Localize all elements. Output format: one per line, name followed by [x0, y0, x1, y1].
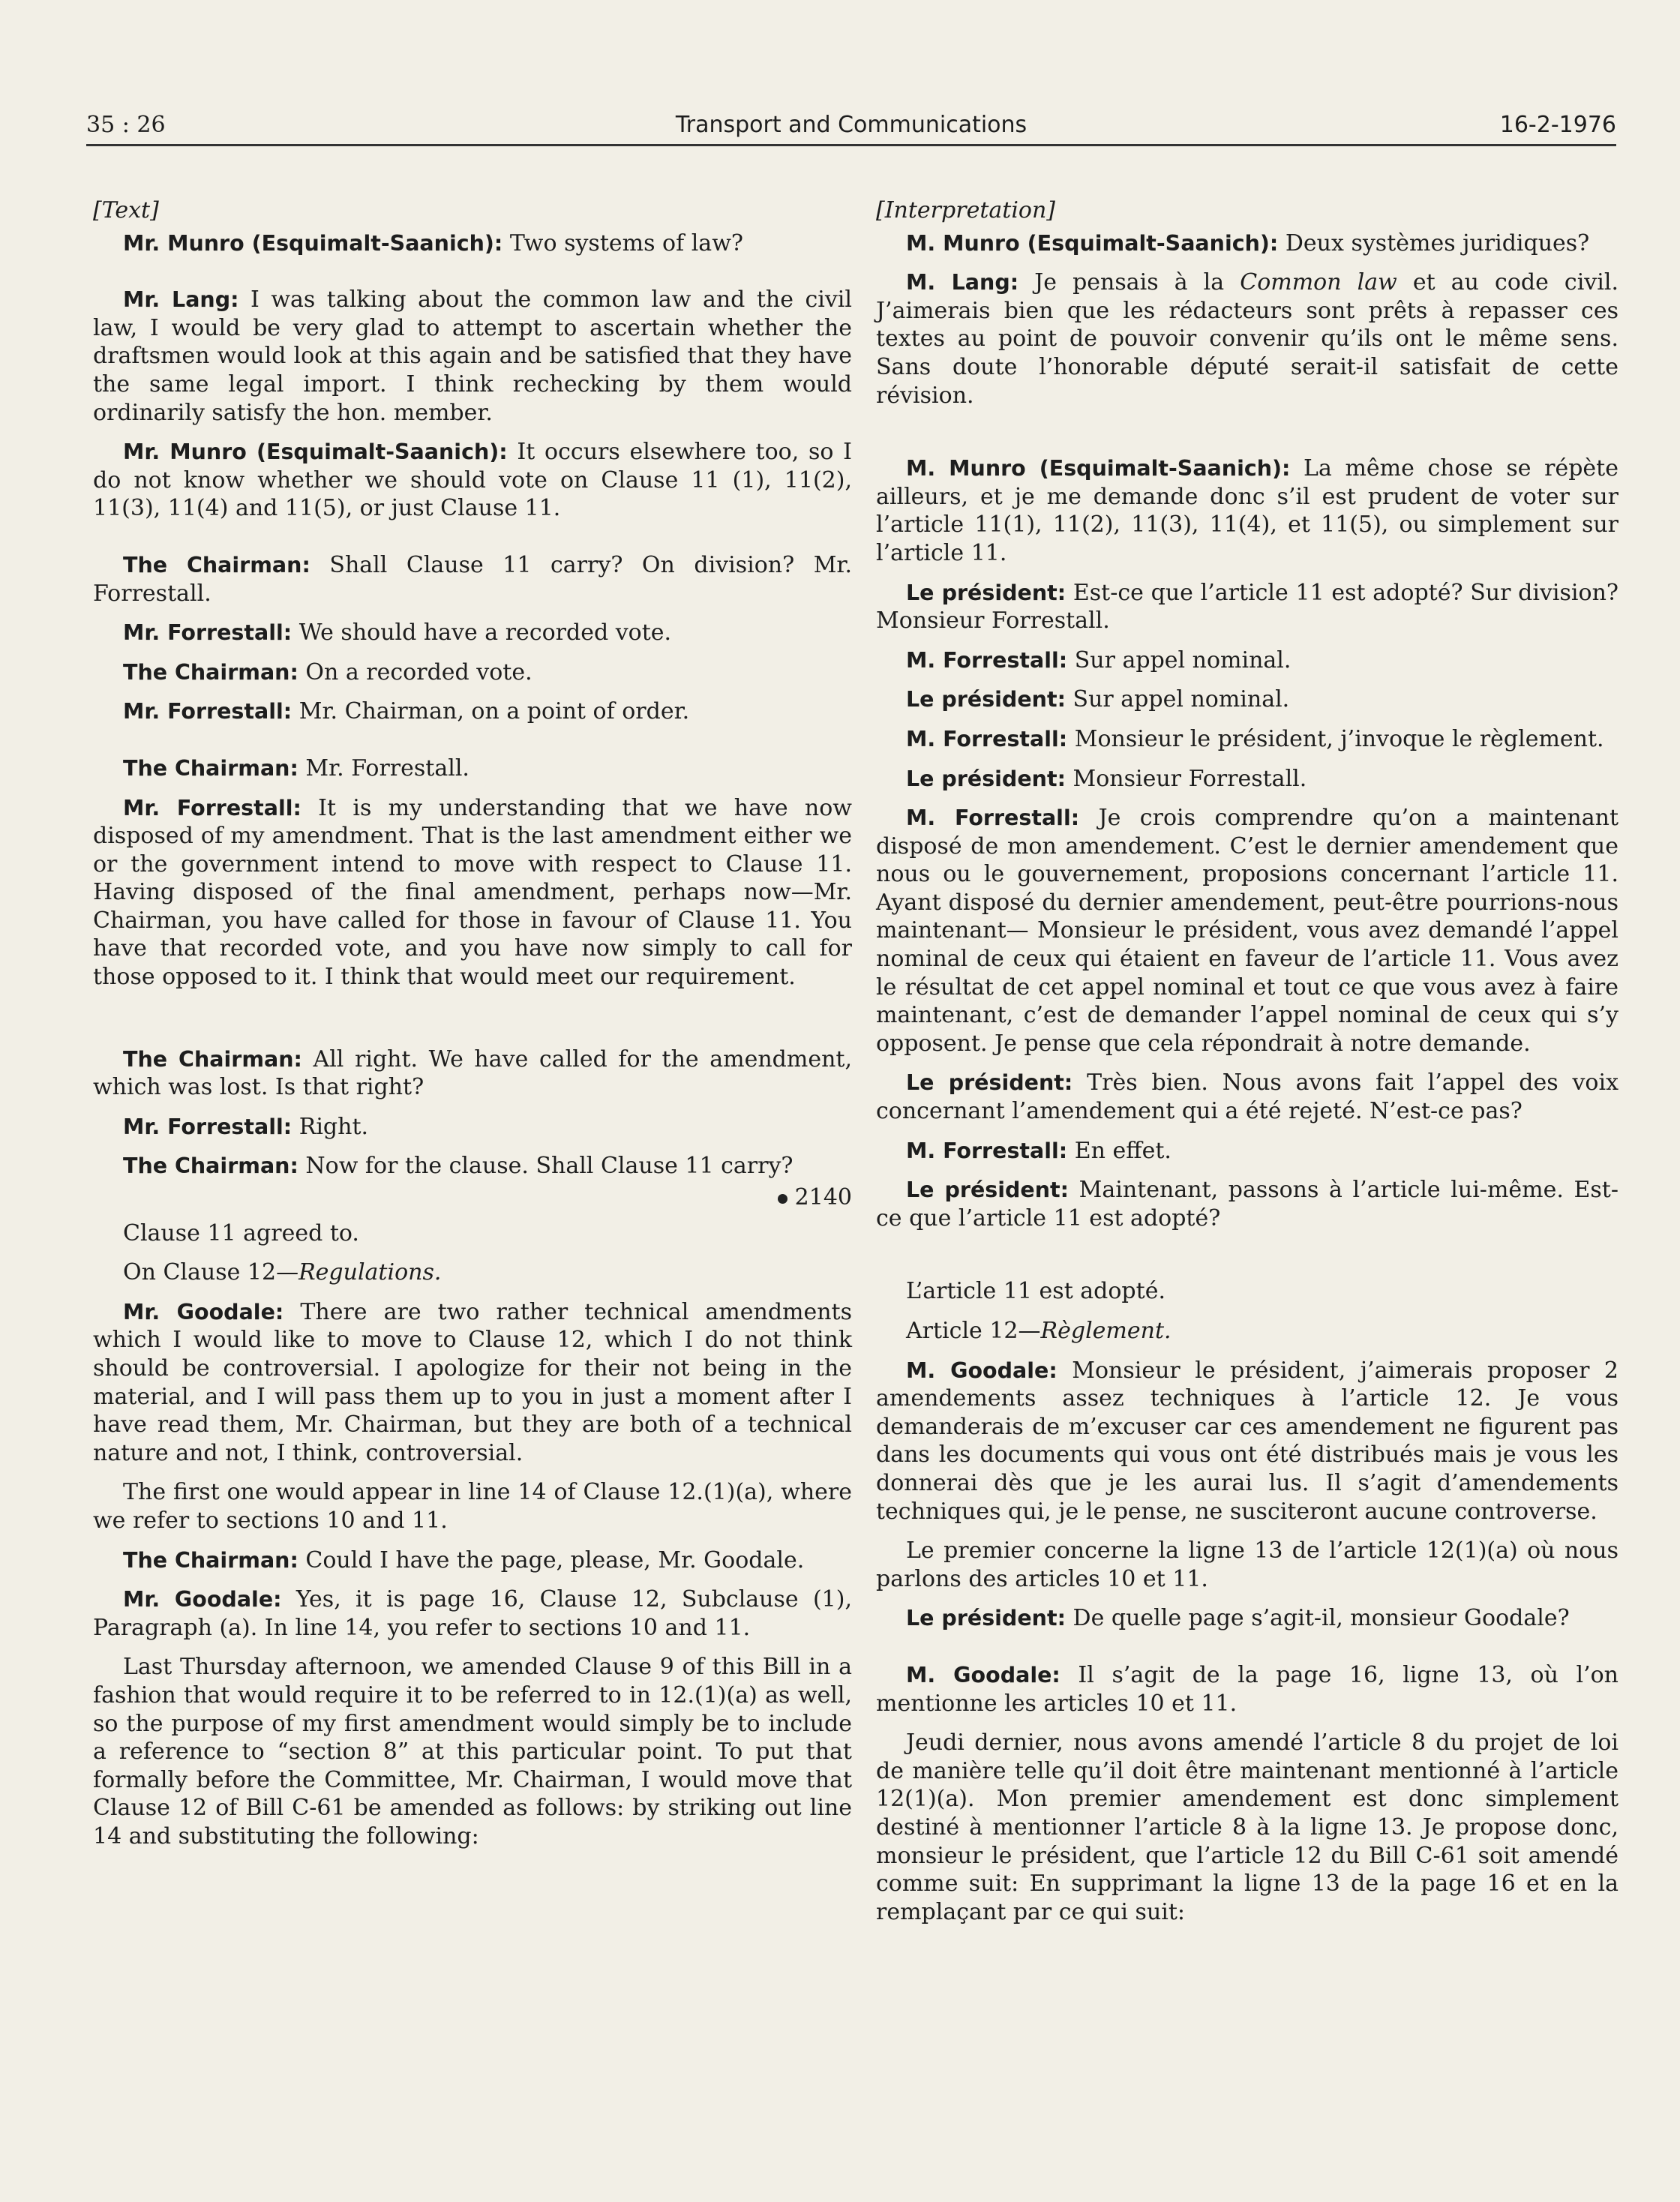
speaker-name: M. Munro (Esquimalt-Saanich):: [906, 456, 1291, 482]
clause-heading: On Clause 12—: [123, 1259, 299, 1286]
speech-text: Now for the clause. Shall Clause 11 carry?: [298, 1153, 794, 1180]
column-label: [Text]: [93, 197, 159, 224]
speaker-name: Mr. Goodale:: [123, 1587, 282, 1612]
speech-text: De quelle page s’agit-il, monsieur Goodale?: [1065, 1605, 1570, 1632]
paragraph: [93, 658, 852, 687]
speech-text: La même chose se répète ailleurs, et je me demande donc s’il est prudent de voter sur l’article 11(1), 11(2), 11(3), 11(4), et 11(5), ou simplement sur l’article 11.: [876, 455, 1618, 566]
speaker-name: The Chairman:: [123, 755, 298, 781]
paragraph: [876, 804, 1618, 1058]
paragraph: [876, 579, 1618, 635]
speaker-name: Le président:: [906, 1070, 1073, 1096]
paragraph: [876, 686, 1618, 714]
speech-text: We should have a recorded vote.: [292, 620, 672, 646]
paragraph: Clause 11 agreed to.: [123, 1220, 359, 1246]
speech-text: Mr. Chairman, on a point of order.: [292, 698, 690, 725]
speaker-name: Le président:: [906, 766, 1066, 791]
clause-heading-title: Regulations.: [298, 1259, 442, 1286]
paragraph: [876, 1604, 1618, 1633]
paragraph: Last Thursday afternoon, we amended Clause 9 of this Bill in a fashion that would require it to be referred to in 12.(1)(a) as well, so the purpose of my first amendment would simply be to include a reference to “section 8” at this particular point. To put that formally before the Committee, Mr. Chairman, I would move that Clause 12 of Bill C-61 be amended as follows: by striking out line 14 and substituting the following:: [93, 1654, 852, 1850]
speaker-name: M. Forrestall:: [906, 1138, 1068, 1163]
paragraph: [93, 1586, 852, 1642]
speaker-name: The Chairman:: [123, 1154, 298, 1179]
paragraph: [93, 1298, 852, 1468]
speech-text: Monsieur le président, j’aimerais proposer 2 amendements assez techniques à l’article 12. Je vous demanderais de m’excuser car ces amendement ne figurent pas dans les documents qui vous ont été distribués mais je vous les donnerai dès que je les aurai lus. Il s’agit d’amendements techniques qui, je le pense, ne susciteront aucune controverse.: [876, 1357, 1618, 1525]
paragraph: [876, 1176, 1618, 1232]
speaker-name: M. Forrestall:: [906, 647, 1068, 673]
page-number: 35 : 26: [86, 112, 166, 138]
paragraph: [93, 1258, 852, 1287]
page-header: [86, 105, 1616, 146]
speaker-name: M. Forrestall:: [906, 726, 1068, 752]
speech-text: Shall Clause 11 carry? On division? Mr. Forrestall.: [93, 551, 852, 607]
paragraph: [876, 765, 1618, 794]
paragraph: [876, 1357, 1618, 1526]
speaker-name: Mr. Forrestall:: [123, 1114, 292, 1139]
paragraph: [93, 438, 852, 523]
paragraph: [93, 619, 852, 647]
paragraph: [876, 725, 1618, 754]
speaker-name: Mr. Lang:: [123, 287, 239, 313]
french-column: [876, 196, 1618, 1937]
speaker-name: Le président:: [906, 1606, 1066, 1631]
english-column: [93, 196, 852, 1862]
paragraph: Le premier concerne la ligne 13 de l’article 12(1)(a) où nous parlons des articles 10 et 11.: [876, 1538, 1618, 1592]
column-label: [Interpretation]: [876, 197, 1056, 224]
speech-text: Sur appel nominal.: [1065, 686, 1290, 713]
speech-text: En effet.: [1067, 1137, 1172, 1164]
time-marker: [93, 1184, 852, 1212]
speaker-name: Le président:: [906, 687, 1066, 712]
paragraph: [876, 1661, 1618, 1718]
paragraph: [876, 1317, 1618, 1346]
speaker-name: M. Goodale:: [906, 1358, 1058, 1383]
speaker-name: Le président:: [906, 1178, 1070, 1203]
speaker-name: The Chairman:: [123, 659, 298, 685]
speaker-name: The Chairman:: [123, 552, 310, 578]
speech-text: It is my understanding that we have now disposed of my amendment. That is the last amendment either we or the government intend to move with respect to Clause 11. Having disposed of the final amendment, perhaps now—Mr. Chairman, you have called for those in favour of Clause 11. You have that recorded vote, and you have now simply to call for those opposed to it. I think that would meet our requirement.: [93, 794, 852, 991]
paragraph: [93, 794, 852, 992]
speech-text: Deux systèmes juridiques?: [1278, 230, 1590, 256]
speaker-name: Le président:: [906, 580, 1066, 605]
paragraph: [876, 646, 1618, 675]
speech-text: Maintenant, passons à l’article lui-même. Est-ce que l’article 11 est adopté?: [876, 1177, 1618, 1232]
running-title: Transport and Communications: [675, 112, 1028, 138]
speech-italic: Common law: [1240, 269, 1397, 296]
speech-text: Two systems of law?: [502, 230, 743, 256]
speech-text: On a recorded vote.: [298, 658, 532, 686]
paragraph: [93, 551, 852, 608]
speaker-name: The Chairman:: [123, 1046, 302, 1072]
speech-text: Monsieur Forrestall.: [1065, 765, 1307, 792]
speech-text: Très bien. Nous avons fait l’appel des voix concernant l’amendement qui a été rejeté. N’est-ce pas?: [876, 1070, 1618, 1125]
paragraph: [93, 286, 852, 427]
paragraph: [93, 230, 852, 258]
speech-text: There are two rather technical amendments which I would like to move to Clause 12, which I do not think should be controversial. I apologize for their not being in the material, and I will pass them up to you in just a moment after I have read them, Mr. Chairman, but they are both of a technical nature and not, I think, controversial.: [93, 1298, 852, 1466]
speaker-name: Mr. Munro (Esquimalt-Saanich):: [123, 440, 508, 465]
speech-text: Could I have the page, please, Mr. Goodale.: [298, 1546, 805, 1574]
speaker-name: M. Munro (Esquimalt-Saanich):: [906, 230, 1279, 256]
paragraph: [93, 1113, 852, 1142]
speaker-name: Mr. Forrestall:: [123, 620, 292, 646]
speech-text: Il s’agit de la page 16, ligne 13, où l’on mentionne les articles 10 et 11.: [876, 1661, 1619, 1717]
paragraph: [93, 1546, 852, 1575]
speech-text: Monsieur le président, j’invoque le règlement.: [1067, 725, 1604, 752]
paragraph: [93, 698, 852, 726]
speech-text: Yes, it is page 16, Clause 12, Subclause (1), Paragraph (a). In line 14, you refer to sections 10 and 11.: [93, 1586, 852, 1641]
paragraph: [93, 1046, 852, 1102]
speech-text: It occurs elsewhere too, so I do not know whether we should vote on Clause 11 (1), 11(2), 11(3), 11(4) and 11(5), or just Clause 11.: [93, 439, 852, 522]
speaker-name: M. Lang:: [906, 270, 1019, 296]
speech-text: I was talking about the common law and the civil law, I would be very glad to attempt to ascertain whether the draftsmen would look at this again and be satisfied that they have the same legal import. I think rechecking by them would ordinarily satisfy the hon. member.: [93, 286, 852, 426]
header-date: 16-2-1976: [1499, 112, 1616, 138]
speaker-name: The Chairman:: [123, 1547, 298, 1573]
speech-text: All right. We have called for the amendment, which was lost. Is that right?: [93, 1046, 852, 1101]
speaker-name: Mr. Forrestall:: [123, 795, 302, 820]
paragraph: [876, 230, 1618, 258]
paragraph: [876, 454, 1618, 567]
speech-text: Right.: [292, 1113, 369, 1140]
paragraph: L’article 11 est adopté.: [906, 1278, 1166, 1305]
speech-text: et au code civil. J’aimerais bien que les rédacteurs sont prêts à repasser ces textes au point de pouvoir convenir qu’ils ont le même sens. Sans doute l’honorable député serait-il satisfait de cette révision.: [876, 269, 1618, 409]
paragraph: [876, 1137, 1618, 1166]
bullet-icon: [778, 1194, 788, 1204]
paragraph: [876, 268, 1618, 410]
speech-text: Sur appel nominal.: [1067, 646, 1292, 674]
clause-heading: Article 12—: [906, 1318, 1041, 1344]
paragraph: The first one would appear in line 14 of Clause 12.(1)(a), where we refer to sections 10 and 11.: [93, 1479, 852, 1534]
paragraph: [93, 754, 852, 783]
clause-heading-title: Règlement.: [1040, 1318, 1172, 1344]
speaker-name: M. Forrestall:: [906, 806, 1080, 831]
speech-text: Mr. Forrestall.: [298, 754, 470, 782]
speech-text: Est-ce que l’article 11 est adopté? Sur division? Monsieur Forrestall.: [876, 579, 1618, 634]
speaker-name: Mr. Forrestall:: [123, 699, 292, 724]
paragraph: [876, 1069, 1618, 1125]
time-marker-text: 2140: [794, 1184, 852, 1211]
speaker-name: M. Goodale:: [906, 1662, 1060, 1688]
speech-text: Je pensais à la: [1018, 269, 1240, 296]
paragraph: [93, 1152, 852, 1180]
speech-text: Je crois comprendre qu’on a maintenant disposé de mon amendement. C’est le dernier amendement que nous ou le gouvernement, proposions concernant l’article 11. Ayant disposé du dernier amendement, peut-être pourrions-nous maintenant— Monsieur le président, vous avez demandé l’appel nominal de ceux qui étaient en faveur de l’article 11. Vous avez le résultat de cet appel nominal et tout ce que vous avez à faire maintenant, c’est de demander l’appel nominal de ceux qui s’y opposent. Je pense que cela répondrait à notre demande.: [876, 805, 1618, 1057]
paragraph: Jeudi dernier, nous avons amendé l’article 8 du projet de loi de manière telle qu’il doit être maintenant mentionné à l’article 12(1)(a). Mon premier amendement est donc simplement destiné à mentionner l’article 8 à la ligne 13. Je propose donc, monsieur le président, que l’article 12 du Bill C-61 soit amendé comme suit: En supprimant la ligne 13 de la page 16 et en la remplaçant par ce qui suit:: [876, 1730, 1618, 1925]
speaker-name: Mr. Goodale:: [123, 1299, 284, 1324]
speaker-name: Mr. Munro (Esquimalt-Saanich):: [123, 230, 503, 256]
